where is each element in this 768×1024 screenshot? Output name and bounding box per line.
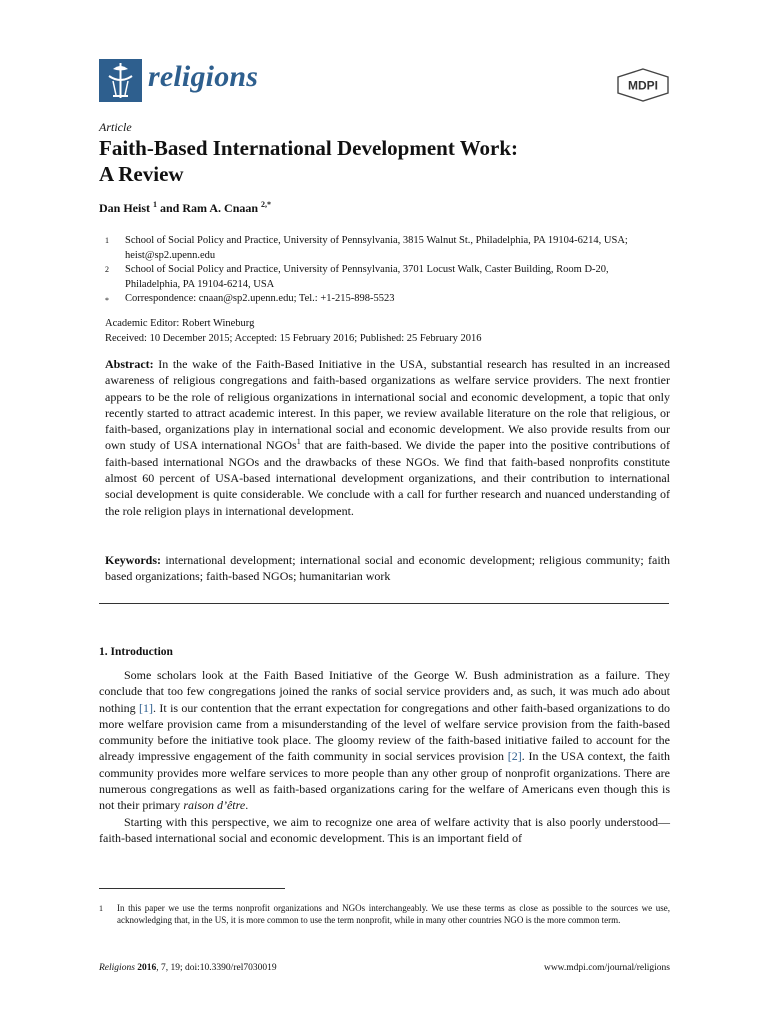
- author-1-affiliation: 1: [153, 200, 157, 209]
- affiliation-2: [105, 263, 665, 292]
- title-line-1: Faith-Based International Development Work:: [99, 136, 519, 160]
- keywords-text: international development; international social and economic development; religious community; faith based organizations; faith-based NGOs; humanitarian work: [105, 553, 670, 584]
- author-and: and: [160, 201, 180, 215]
- citation-link[interactable]: [2]: [507, 749, 522, 764]
- footer-citation-text: , 7, 19; doi:10.3390/rel7030019: [156, 963, 277, 973]
- abstract-text-b: that are faith-based. We divide the paper into the positive contributions of faith-based international NGOs and the drawbacks of these NGOs. We find that faith-based nonprofits constitute almost 60 percent of USA-based international development organizations, and their contribution to international social development is quite considerable. We conclude with a call for further research and nuanced understanding of the role religion plays in international development.: [105, 438, 670, 518]
- author-1[interactable]: Dan Heist: [99, 201, 150, 215]
- journal-logo-icon: [99, 59, 142, 102]
- section-divider: [99, 603, 669, 604]
- article-meta: [105, 316, 481, 346]
- affiliation-text: School of Social Policy and Practice, University of Pennsylvania, 3701 Locust Walk, Caster Building, Room D-20, Philadelphia, PA 19104-6214, USA: [125, 264, 609, 290]
- publisher-name: MDPI: [628, 78, 658, 93]
- publication-dates: Received: 10 December 2015; Accepted: 15 February 2016; Published: 25 February 2016: [105, 333, 482, 344]
- footer-year: 2016: [137, 963, 157, 973]
- paragraph-text: .: [245, 798, 249, 813]
- article-type: Article: [99, 120, 132, 134]
- affiliation-marker: 2: [105, 265, 109, 274]
- keywords-label: Keywords:: [105, 553, 161, 567]
- correspondence-marker: *: [105, 296, 109, 305]
- italic-phrase: raison d’être: [183, 798, 246, 813]
- journal-name: religions: [148, 60, 259, 93]
- correspondence-text: Correspondence: cnaan@sp2.upenn.edu; Tel.: +1-215-898-5523: [125, 293, 395, 304]
- footnote-ref[interactable]: 1: [296, 437, 301, 447]
- title-line-2: A Review: [99, 162, 184, 186]
- affiliation-text: School of Social Policy and Practice, University of Pennsylvania, 3815 Walnut St., Philadelphia, PA 19104-6214, USA; heist@sp2.upenn.edu: [125, 235, 628, 261]
- author-2-affiliation: 2,*: [261, 200, 272, 209]
- footnote-marker: 1: [99, 904, 103, 913]
- footer-citation: [99, 963, 277, 973]
- paragraph-text: . It is our contention that the errant expectation for congregations and other faith-based organizations to do more welfare provision came from a misunderstanding of the level of welfare service provision from the faith-based community before the initiative took place. The gloomy review of the faith-based initiative failed to account for the already impressive engagement of the faith community in social services provision: [99, 700, 670, 764]
- citation-link[interactable]: [1]: [139, 700, 154, 715]
- section-heading: 1. Introduction: [99, 646, 173, 658]
- academic-editor: Academic Editor: Robert Wineburg: [105, 318, 255, 329]
- footer-journal: Religions: [99, 963, 135, 973]
- article-title: [99, 135, 659, 187]
- paragraph-text: . In the USA context, the faith community provides more welfare services to more people than any other group of nonprofit organizations. There are numerous congregations as well as faith-based organizations caring for the welfare of Americans even though this is not their primary: [99, 749, 670, 813]
- affiliation-1: [105, 234, 665, 263]
- paragraph-1: [99, 667, 670, 814]
- affiliation-marker: 1: [105, 236, 109, 245]
- footnote-divider: [99, 888, 285, 889]
- abstract-label: Abstract:: [105, 357, 154, 371]
- footnote-text: In this paper we use the terms nonprofit organizations and NGOs interchangeably. We use these terms as close as possible to the sources we use, acknowledging that, in the US, it is more common to use the term nonprofit, while in many other countries NGO is the more common term.: [117, 903, 670, 925]
- author-list: [99, 201, 271, 216]
- abstract-text-a: In the wake of the Faith-Based Initiative in the USA, substantial research has resulted in an increased awareness of religious congregations and faith-based organizations as welfare service providers. The next frontier appears to be the role of religious organizations in international social and economic development, a topic that only recently started to attract academic interest. In this paper, we review available literature on the role that religious, or faith-based, organizations play in international social and economic development. We also provide results from our own study of USA international NGOs: [105, 357, 670, 453]
- footer-url[interactable]: www.mdpi.com/journal/religions: [543, 963, 670, 973]
- paragraph-text: Some scholars look at the Faith Based Initiative of the George W. Bush administration as a failure. They conclude that too few congregations joined the ranks of social service providers and, as such, it was much ado about nothing: [99, 668, 670, 715]
- abstract: [105, 356, 670, 519]
- publisher-logo: [615, 68, 671, 107]
- paragraph-2: Starting with this perspective, we aim to recognize one area of welfare activity that is also poorly understood—faith-based international social and economic development. This is an important field of: [99, 814, 670, 845]
- introduction-body: [99, 667, 670, 846]
- author-2[interactable]: Ram A. Cnaan: [182, 201, 259, 215]
- footnote: [99, 903, 670, 926]
- keywords: [105, 552, 670, 585]
- correspondence: [105, 292, 665, 307]
